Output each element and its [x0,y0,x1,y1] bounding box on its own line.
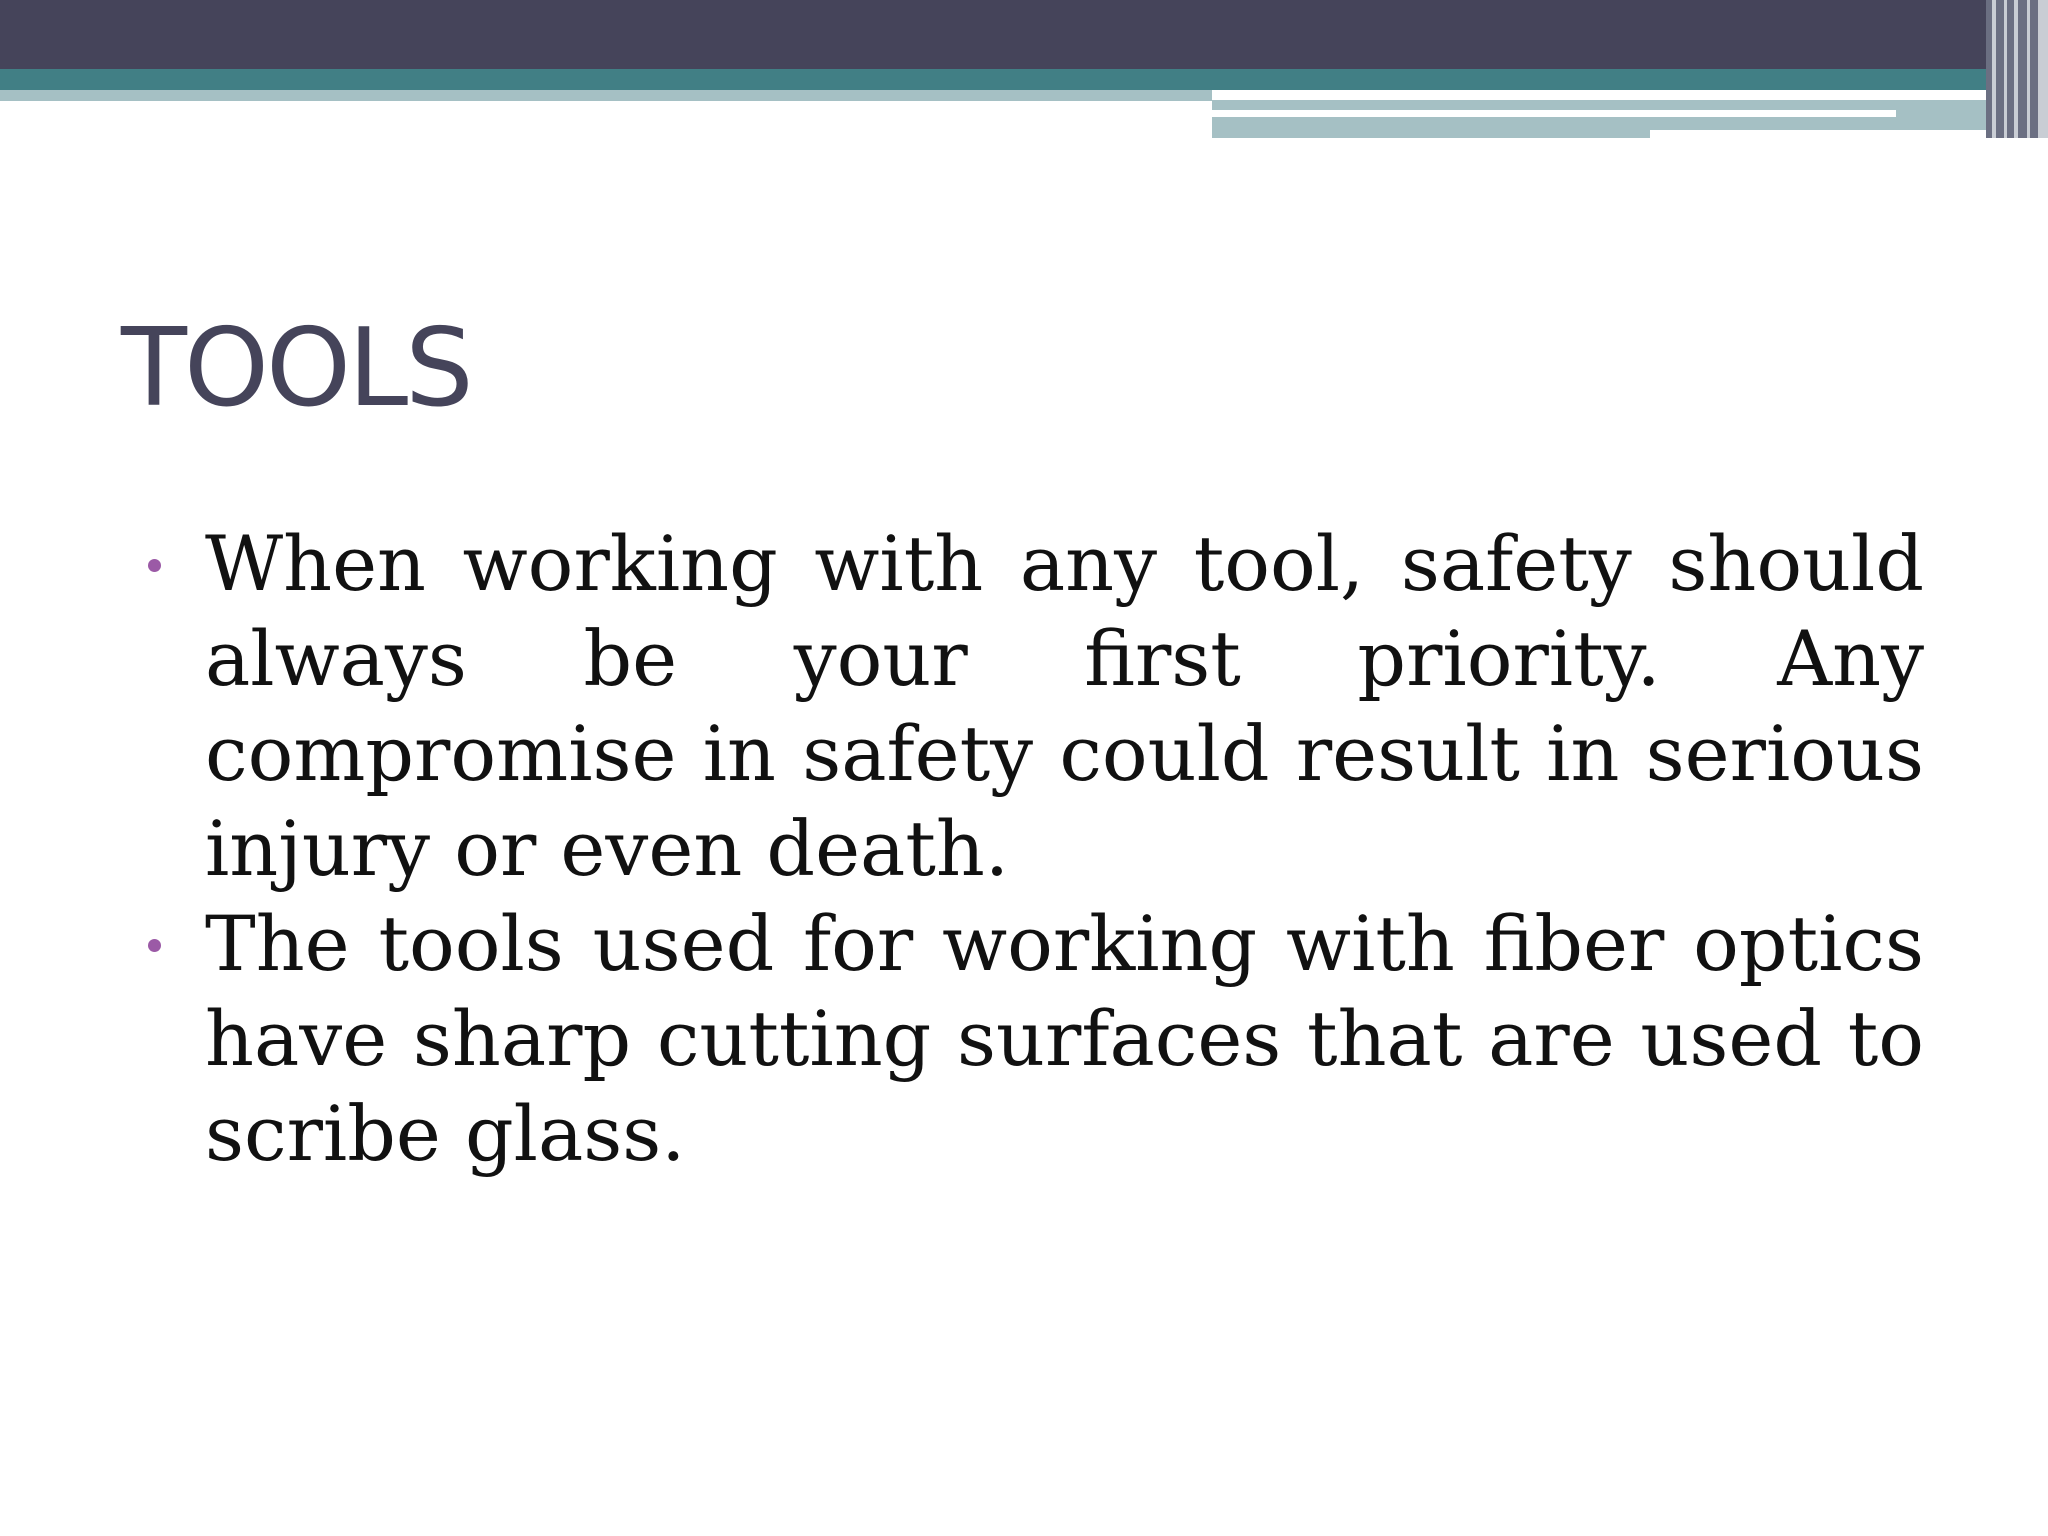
bullet-item [148,516,1924,896]
header-white-notch [1650,130,2000,138]
header-stripes [1986,0,2048,138]
stripe [2030,0,2038,138]
slide-title: TOOLS [121,306,471,431]
bullet-list [148,516,1924,1181]
header-white-line [1212,110,1896,117]
header-light-bar-left [0,90,1212,101]
bullet-dot-icon [148,559,161,572]
bullet-text: The tools used for working with fiber optics have sharp cutting surfaces that are used to scribe glass. [205,899,1924,1178]
header-teal-bar [0,69,2048,90]
stripe [1996,0,2004,138]
bullet-text: When working with any tool, safety should always be your first priority. Any compromise in safety could result in serious injury or even death. [205,519,1924,893]
bullet-dot-icon [148,939,161,952]
stripe [2038,0,2048,138]
header-dark-bar [0,0,2048,69]
stripe [2018,0,2027,138]
stripe [2007,0,2014,138]
bullet-item [148,896,1924,1181]
